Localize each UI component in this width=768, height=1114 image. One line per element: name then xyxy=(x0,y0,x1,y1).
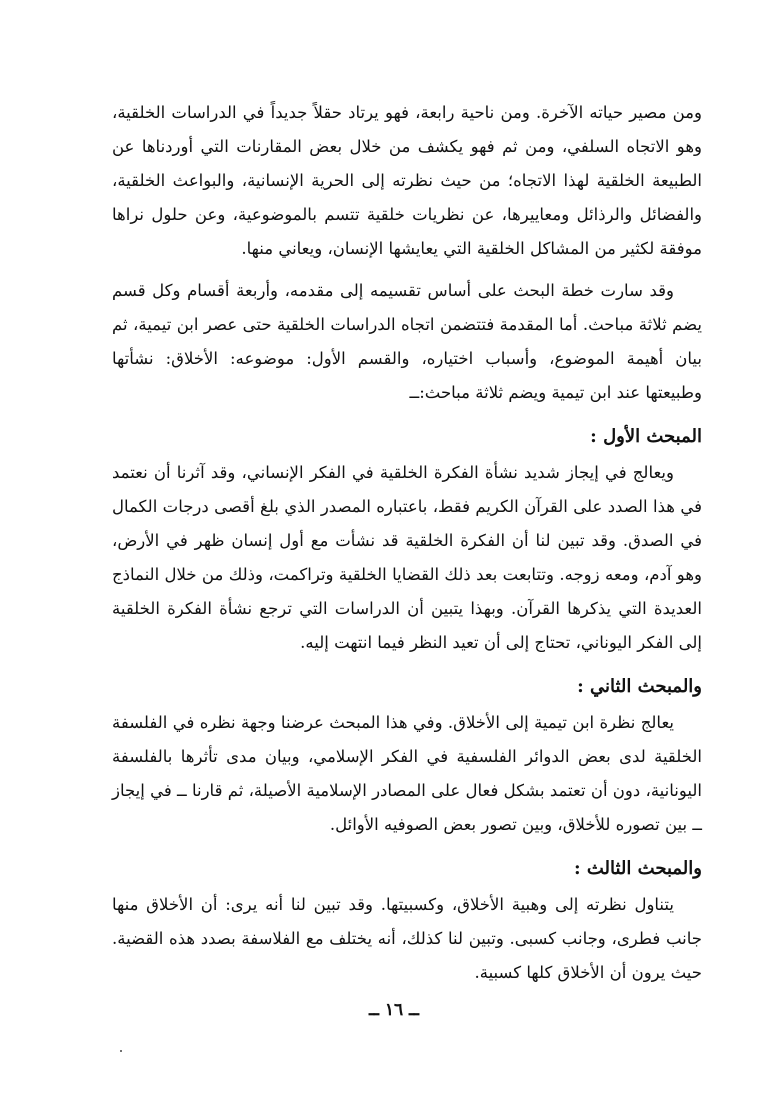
paragraph-2: وقد سارت خطة البحث على أساس تقسيمه إلى مقدمه، وأربعة أقسام وكل قسم يضم ثلاثة مباحث. أما المقدمة فتتضمن اتجاه الدراسات الخلقية حتى عصر ابن تيمية، ثم بيان أهيمة الموضوع، وأسباب اختياره، والقسم الأول: موضوعه: الأخلاق: نشأتها وطبيعتها عند ابن تيمية ويضم ثلاثة مباحث:ــ xyxy=(112,281,702,402)
section-heading-2: والمبحث الثاني : xyxy=(577,676,702,697)
page-number: ــ ١٦ ــ xyxy=(368,1000,420,1020)
paragraph-5: يتناول نظرته إلى وهبية الأخلاق، وكسبيتها. وقد تبين لنا أنه يرى: أن الأخلاق منها جانب فطرى، وجانب كسبى. وتبين لنا كذلك، أنه يختلف مع الفلاسفة بصدد هذه القضية. حيث يرون أن الأخلاق كلها كسبية. xyxy=(112,895,702,982)
paragraph-4: يعالج نظرة ابن تيمية إلى الأخلاق. وفي هذا المبحث عرضنا وجهة نظره في الفلسفة الخلقية لدى بعض الدوائر الفلسفية في الفكر الإسلامي، وبيان مدى تأثرها بالفلسفة اليونانية، دون أن تعتمد بشكل فعال على المصادر الإسلامية الأصيلة، ثم قارنا ــ في إيجاز ــ بين تصوره للأخلاق، وبين تصور بعض الصوفيه الأوائل. xyxy=(112,713,702,834)
section-heading-3: والمبحث الثالث : xyxy=(573,858,702,879)
document-page xyxy=(112,96,702,990)
paragraph-1: ومن مصير حياته الآخرة. ومن ناحية رابعة، فهو يرتاد حقلاً جديداً في الدراسات الخلقية، وهو الاتجاه السلفي، ومن ثم فهو يكشف من خلال بعض المقارنات التي أوردناها عن الطبيعة الخلقية لهذا الاتجاه؛ من حيث نظرته إلى الحرية الإنسانية، والبواعث الخلقية، والفضائل والرذائل ومعاييرها، عن نظريات خلقية تتسم بالموضوعية، وعن حلول نراها موفقة لكثير من المشاكل الخلقية التي يعايشها الإنسان، ويعاني منها. xyxy=(112,103,702,258)
paragraph-3: ويعالج في إيجاز شديد نشأة الفكرة الخلقية في الفكر الإنساني، وقد آثرنا أن نعتمد في هذا الصدد على القرآن الكريم فقط، باعتباره المصدر الذي بلغ أقصى درجات الكمال في الصدق. وقد تبين لنا أن الفكرة الخلقية قد نشأت مع أول إنسان ظهر في الأرض، وهو آدم، ومعه زوجه. وتتابعت بعد ذلك القضايا الخلقية وتراكمت، وذلك من خلال النماذج العديدة التي يذكرها القرآن. وبهذا يتبين أن الدراسات التي ترجع نشأة الفكرة الخلقية إلى الفكر اليوناني، تحتاج إلى أن تعيد النظر فيما انتهت إليه. xyxy=(112,463,702,652)
section-heading-1: المبحث الأول : xyxy=(590,426,702,447)
scan-speck xyxy=(120,1050,122,1052)
